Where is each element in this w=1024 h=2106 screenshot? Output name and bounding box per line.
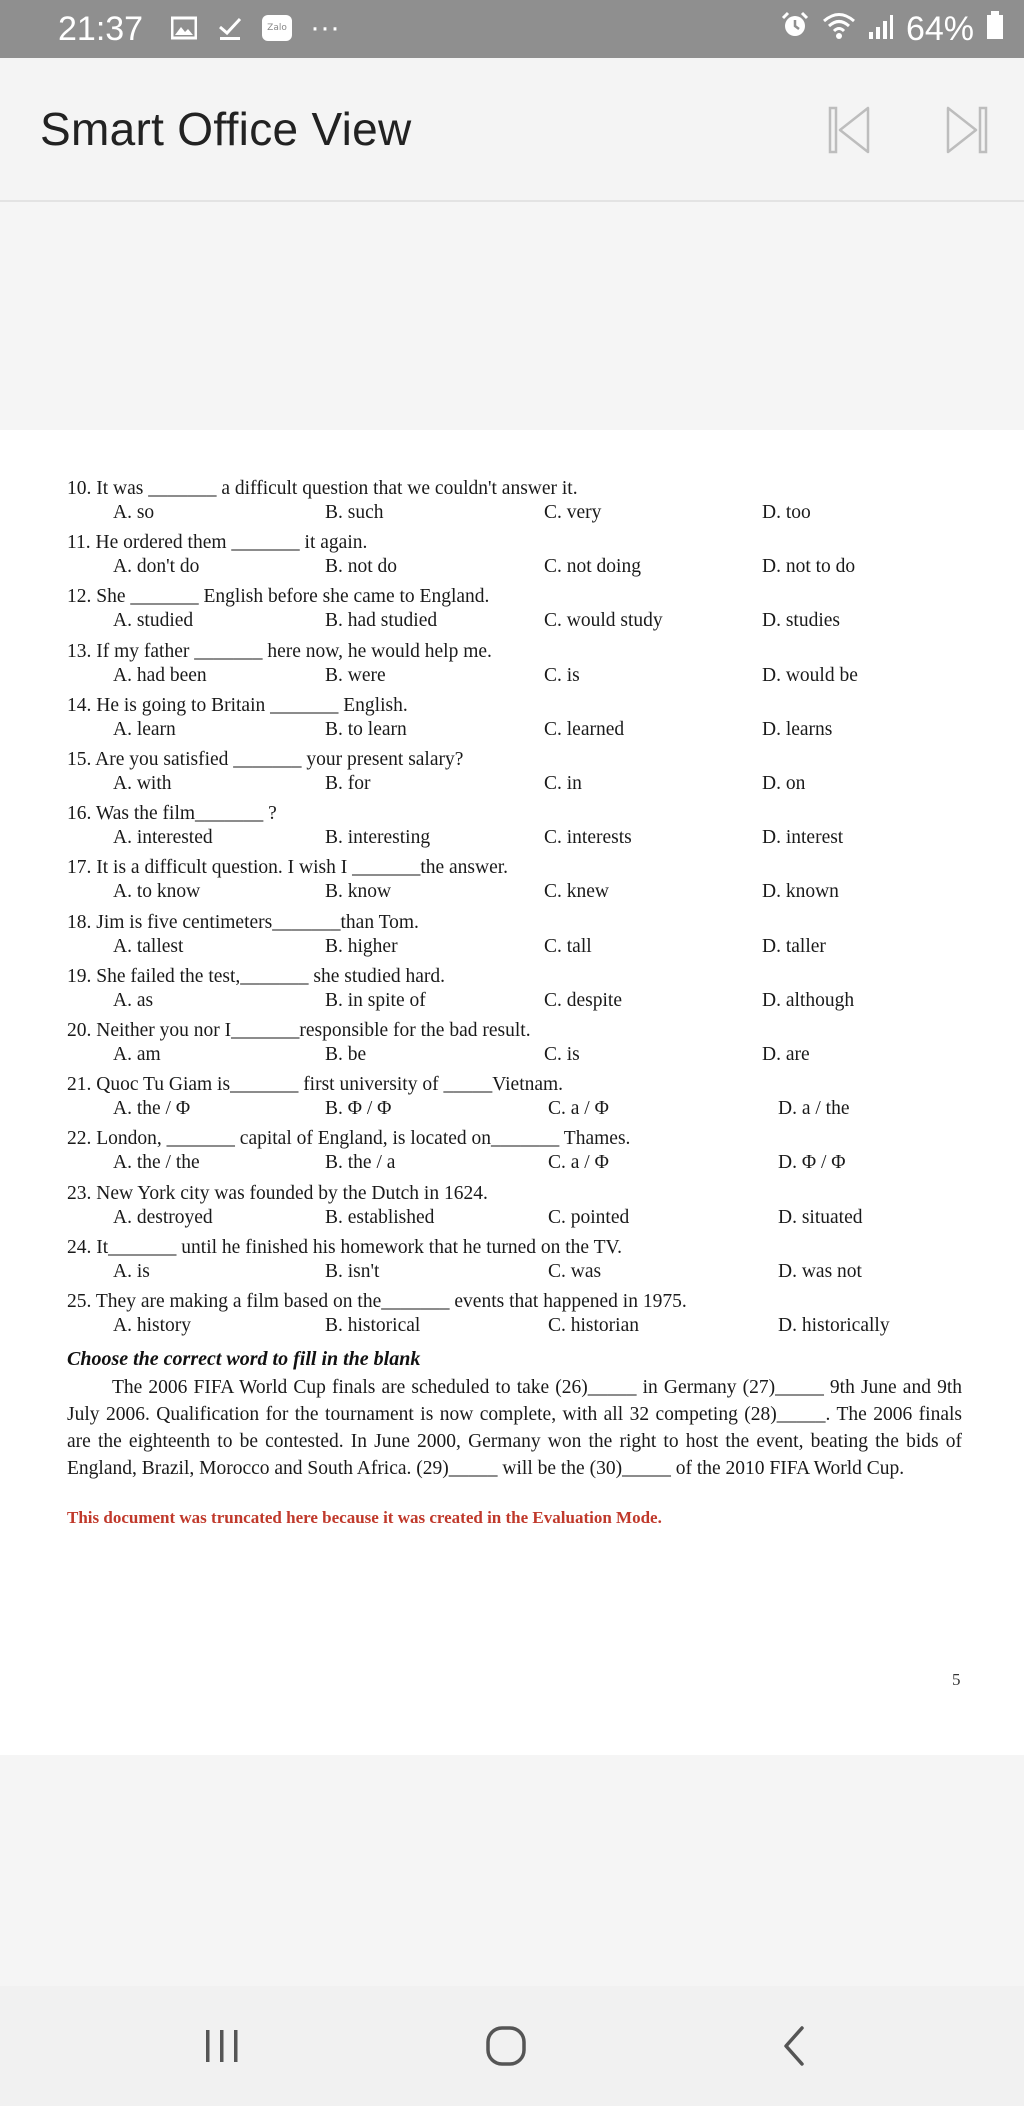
answer-option: B. were (325, 664, 386, 686)
answer-option: C. learned (544, 718, 625, 740)
more-icon: ··· (310, 11, 340, 44)
question-stem: 13. If my father _______ here now, he would help me. (67, 640, 492, 662)
answer-option: A. don't do (113, 556, 200, 578)
question-stem: 16. Was the film_______ ? (67, 803, 277, 825)
answer-option: D. was not (778, 1260, 862, 1282)
answer-option: D. known (762, 881, 839, 903)
answer-option: D. interest (762, 827, 844, 849)
answer-option: B. interesting (325, 827, 431, 849)
system-nav-bar (0, 1986, 1024, 2106)
answer-option: D. a / the (778, 1098, 850, 1120)
answer-option: D. historically (778, 1315, 890, 1336)
answer-option: D. although (762, 989, 855, 1011)
wifi-icon (822, 10, 856, 49)
signal-icon (868, 10, 894, 49)
answer-option: D. too (762, 502, 811, 523)
answer-option: D. would be (762, 664, 858, 686)
answer-option: A. interested (113, 827, 213, 849)
answer-option: A. tallest (113, 935, 184, 957)
answer-option: C. very (544, 502, 602, 523)
answer-option: B. Φ / Φ (325, 1098, 392, 1120)
answer-option: D. Φ / Φ (778, 1152, 846, 1174)
question-stem: 20. Neither you nor I_______responsible for the bad result. (67, 1020, 531, 1041)
answer-option: A. as (113, 989, 154, 1011)
battery-percent: 64% (905, 10, 974, 48)
question-stem: 25. They are making a film based on the_______ events that happened in 1975. (67, 1291, 687, 1312)
answer-option: C. despite (544, 989, 622, 1011)
question-stem: 10. It was _______ a difficult question that we couldn't answer it. (67, 478, 578, 499)
home-icon[interactable] (474, 2014, 538, 2078)
section-heading: Choose the correct word to fill in the blank (67, 1348, 421, 1370)
answer-option: C. knew (544, 881, 609, 903)
app-bar (0, 58, 1024, 202)
answer-option: A. to know (113, 881, 201, 903)
answer-option: C. is (544, 664, 580, 686)
answer-option: A. studied (113, 610, 194, 632)
answer-option: C. not doing (544, 556, 641, 578)
answer-option: B. such (325, 502, 384, 523)
answer-option: C. is (544, 1044, 580, 1065)
answer-option: B. not do (325, 556, 398, 578)
answer-option: A. am (113, 1044, 161, 1065)
answer-option: D. situated (778, 1206, 863, 1228)
answer-option: C. would study (544, 610, 663, 632)
answer-option: B. historical (325, 1315, 421, 1336)
answer-option: B. higher (325, 935, 398, 957)
answer-option: B. in spite of (325, 989, 426, 1011)
answer-option: B. the / a (325, 1152, 396, 1174)
back-icon[interactable] (762, 2014, 826, 2078)
answer-option: D. taller (762, 935, 826, 957)
question-stem: 22. London, _______ capital of England, is located on_______ Thames. (67, 1128, 631, 1150)
answer-option: B. had studied (325, 610, 438, 632)
answer-option: B. established (325, 1206, 435, 1228)
zalo-label: Zalo (267, 23, 287, 33)
status-left-icons (170, 11, 340, 44)
answer-option: A. history (113, 1315, 191, 1336)
question-stem: 24. It_______ until he finished his homework that he turned on the TV. (67, 1236, 622, 1258)
question-stem: 17. It is a difficult question. I wish I _______the answer. (67, 857, 509, 879)
app-title: Smart Office View (40, 103, 412, 155)
question-stem: 21. Quoc Tu Giam is_______ first university of _____Vietnam. (67, 1074, 564, 1096)
last-page-icon[interactable] (938, 102, 994, 158)
question-stem: 11. He ordered them _______ it again. (67, 532, 368, 554)
answer-option: A. the / Φ (113, 1098, 191, 1120)
document-page (0, 430, 1024, 1755)
answer-option: D. are (762, 1044, 810, 1065)
answer-option: B. isn't (325, 1260, 380, 1282)
answer-option: D. not to do (762, 556, 856, 578)
answer-option: C. tall (544, 935, 592, 957)
answer-option: C. pointed (548, 1206, 630, 1228)
page-number: 5 (952, 1670, 961, 1689)
question-stem: 18. Jim is five centimeters_______than Tom. (67, 911, 419, 933)
image-icon (170, 14, 198, 42)
first-page-icon[interactable] (822, 102, 878, 158)
evaluation-warning: This document was truncated here because it was created in the Evaluation Mode. (67, 1508, 662, 1527)
cloze-paragraph (67, 1374, 962, 1482)
answer-option: A. so (113, 502, 155, 523)
battery-icon (986, 10, 1004, 49)
recent-apps-icon[interactable] (190, 2014, 254, 2078)
answer-option: D. on (762, 773, 806, 794)
answer-option: A. is (113, 1260, 150, 1282)
zalo-icon (262, 15, 292, 41)
answer-option: A. with (113, 773, 172, 794)
answer-option: B. be (325, 1044, 367, 1065)
question-stem: 15. Are you satisfied _______ your present salary? (67, 749, 464, 770)
alarm-icon (780, 10, 810, 49)
question-stem: 14. He is going to Britain _______ English. (67, 694, 408, 716)
paragraph-text: The 2006 FIFA World Cup finals are scheduled to take (26)_____ in Germany (27)_____ 9th June and 9th July 2006. Qualification for the tournament is now complete, with all 32 competing (28)_____. The 2006 finals are the eighteenth to be contested. In June 2000, Germany won the right to host the event, beating the bids of England, Brazil, Morocco and South Africa. (29)_____ will be the (30)_____ of the 2010 FIFA World Cup. (67, 1377, 962, 1479)
answer-option: C. interests (544, 827, 632, 849)
checkmark-icon (216, 14, 244, 42)
status-time: 21:37 (58, 10, 144, 48)
answer-option: C. a / Φ (548, 1152, 609, 1174)
question-stem: 23. New York city was founded by the Dutch in 1624. (67, 1182, 488, 1204)
question-stem: 12. She _______ English before she came to England. (67, 586, 490, 608)
answer-option: A. destroyed (113, 1206, 213, 1228)
status-right-icons (780, 10, 1004, 49)
answer-option: C. was (548, 1260, 602, 1282)
answer-option: C. in (544, 773, 582, 794)
answer-option: B. for (325, 773, 371, 794)
answer-option: B. know (325, 881, 392, 903)
answer-option: D. learns (762, 718, 833, 740)
answer-option: C. a / Φ (548, 1098, 609, 1120)
answer-option: A. learn (113, 718, 176, 740)
answer-option: A. the / the (113, 1152, 200, 1174)
answer-option: B. to learn (325, 718, 407, 740)
answer-option: A. had been (113, 664, 207, 686)
question-stem: 19. She failed the test,_______ she studied hard. (67, 965, 446, 987)
status-bar (0, 0, 1024, 58)
answer-option: D. studies (762, 610, 840, 632)
answer-option: C. historian (548, 1315, 639, 1336)
